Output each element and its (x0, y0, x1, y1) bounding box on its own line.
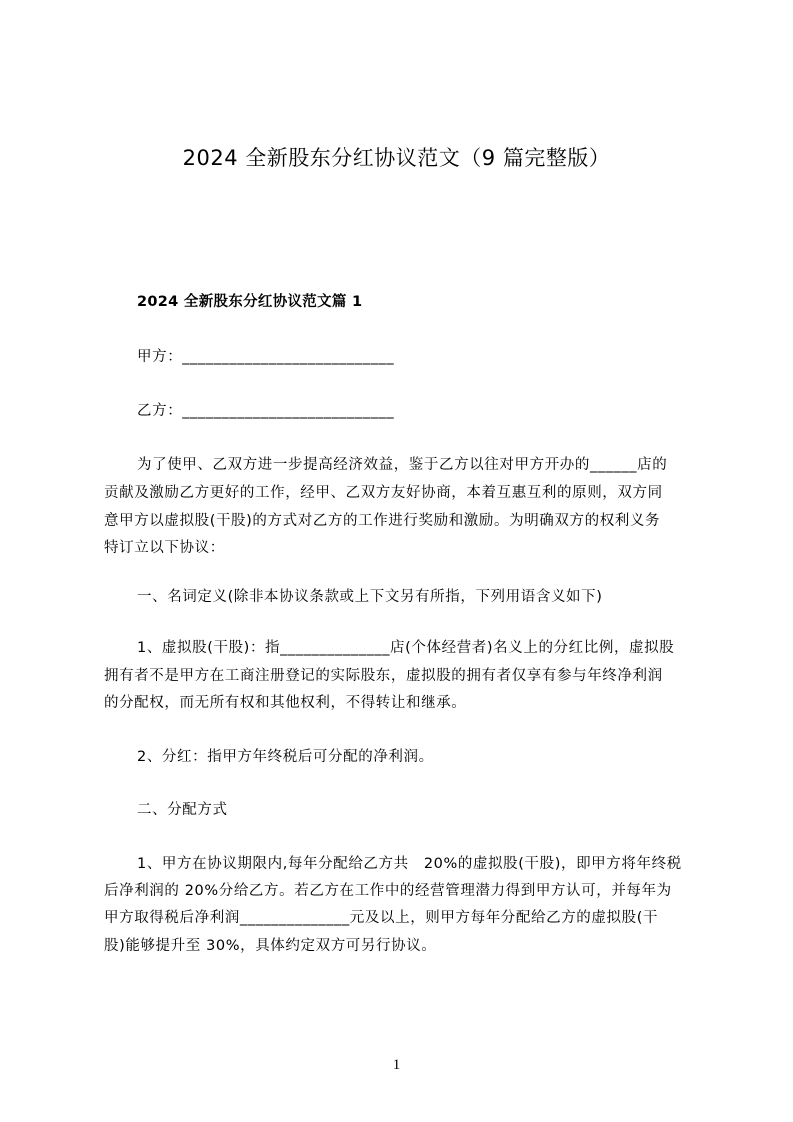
paragraph-line: 拥有者不是甲方在工商注册登记的实际股东，虚拟股的拥有者仅享有参与年终净利润 (104, 668, 663, 684)
clause-1-heading: 一、名词定义(除非本协议条款或上下文另有所指，下列用语含义如下) (137, 589, 603, 605)
paragraph-line: 特订立以下协议： (104, 540, 225, 556)
paragraph-line: 后净利润的 20%分给乙方。若乙方在工作中的经营管理潜力得到甲方认可，并每年为 (104, 883, 672, 899)
document-title: 2024 全新股东分红协议范文（9 篇完整版） (182, 146, 611, 170)
party-a-line: 甲方：___________________________ (137, 349, 395, 365)
paragraph-line: 意甲方以虚拟股(干股)的方式对乙方的工作进行奖励和激励。为明确双方的权利义务 (104, 513, 661, 529)
paragraph-line: 贡献及激励乙方更好的工作，经甲、乙双方友好协商，本着互惠互利的原则，双方同 (104, 485, 663, 501)
paragraph-line: 1、甲方在协议期限内,每年分配给乙方共 20%的虚拟股(干股)，即甲方将年终税 (137, 856, 682, 872)
clause-1-2: 2、分红：指甲方年终税后可分配的净利润。 (137, 749, 434, 765)
page-number: 1 (392, 1057, 401, 1073)
party-b-line: 乙方：___________________________ (137, 403, 395, 419)
paragraph-line: 为了使甲、乙双方进一步提高经济效益，鉴于乙方以往对甲方开办的______店的 (137, 457, 668, 473)
clause-2-heading: 二、分配方式 (137, 802, 228, 818)
paragraph-line: 1、虚拟股(干股)：指______________店(个体经营者)名义上的分红比例，虚拟股 (137, 640, 675, 656)
paragraph-line: 甲方取得税后净利润______________元及以上，则甲方每年分配给乙方的虚拟股(干 (104, 910, 659, 926)
section-heading: 2024 全新股东分红协议范文篇 1 (137, 294, 363, 310)
paragraph-line: 股)能够提升至 30%，具体约定双方可另行协议。 (104, 938, 437, 954)
paragraph-line: 的分配权，而无所有权和其他权利，不得转让和继承。 (104, 695, 467, 711)
